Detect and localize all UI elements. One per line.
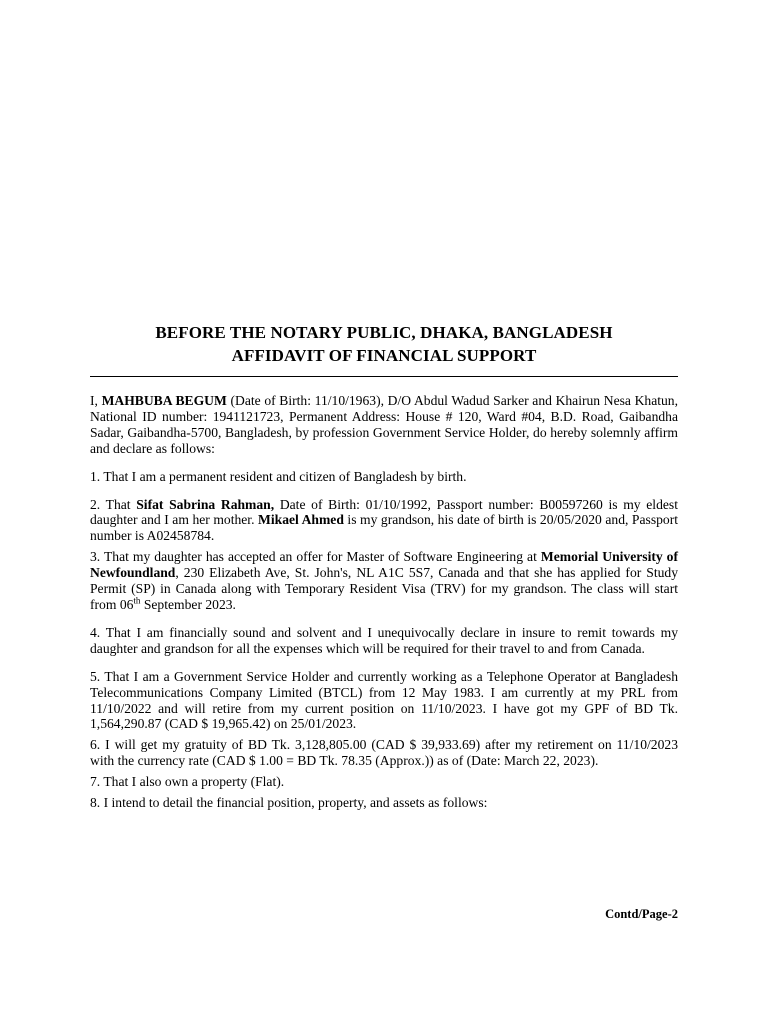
p2-text-start: 2. That: [90, 496, 137, 512]
ordinal-suffix: th: [133, 595, 141, 606]
daughter-name: Sifat Sabrina Rahman,: [136, 496, 275, 512]
paragraph-1: 1. That I am a permanent resident and citizen of Bangladesh by birth.: [90, 468, 467, 484]
continued-page-note: Contd/Page-2: [605, 907, 678, 921]
title-affidavit: AFFIDAVIT OF FINANCIAL SUPPORT: [231, 346, 537, 365]
paragraph-2: [90, 497, 678, 545]
title-notary: BEFORE THE NOTARY PUBLIC, DHAKA, BANGLADESH: [155, 323, 613, 342]
p2-text-middle: Date of Birth: 01/10/1992, Passport number: B00597260 is my eldest daughter and I am her mother.: [90, 496, 678, 528]
p2-text-end: is my grandson, his date of birth is 20/05/2020 and, Passport number is A02458784.: [90, 512, 679, 544]
paragraph-4: 4. That I am financially sound and solvent and I unequivocally declare in insure to remit towards my daughter and grandson for all the expenses which will be required for their travel to and from Canada.: [90, 624, 678, 656]
title-divider: [90, 376, 678, 377]
p3-text-start: 3. That my daughter has accepted an offer for Master of Software Engineering at: [90, 549, 541, 565]
paragraph-6: 6. I will get my gratuity of BD Tk. 3,128,805.00 (CAD $ 39,933.69) after my retirement on 11/10/2023 with the currency rate (CAD $ 1.00 = BD Tk. 78.35 (Approx.)) as of (Date: March 22, 2023).: [90, 737, 678, 769]
p3-text-middle: , 230 Elizabeth Ave, St. John's, NL A1C 5S7, Canada and that she has applied for Study Permit (SP) in Canada along with Temporary Resident Visa (TRV) for my grandson. The class will start from 06: [90, 565, 678, 612]
intro-text-rest: (Date of Birth: 11/10/1963), D/O Abdul Wadud Sarker and Khairun Nesa Khatun, National ID number: 1941121723, Permanent Address: House # 120, Ward #04, B.D. Road, Gaibandha Sadar, Gaibandha-5700, Bangladesh, by profession Government Service Holder, do hereby solemnly affirm and declare as follows:: [90, 393, 678, 456]
intro-text-start: I,: [90, 393, 102, 408]
intro-paragraph: [90, 393, 678, 457]
affidavit-body: [90, 393, 678, 816]
p3-text-end: September 2023.: [140, 596, 236, 612]
grandson-name: Mikael Ahmed: [258, 512, 344, 528]
paragraph-5: 5. That I am a Government Service Holder and currently working as a Telephone Operator at Bangladesh Telecommunications Company Limited (BTCL) from 12 May 1983. I am currently at my PRL from 11/10/2022 and will retire from my current position on 11/10/2023. I have got my GPF of BD Tk. 1,564,290.87 (CAD $ 19,965.42) on 25/01/2023.: [90, 668, 678, 732]
paragraph-8: 8. I intend to detail the financial position, property, and assets as follows:: [90, 795, 488, 811]
paragraph-3: [90, 549, 678, 613]
paragraph-7: 7. That I also own a property (Flat).: [90, 774, 285, 790]
university-name: Memorial University of Newfoundland: [90, 549, 679, 581]
deponent-name: MAHBUBA BEGUM: [101, 393, 227, 408]
